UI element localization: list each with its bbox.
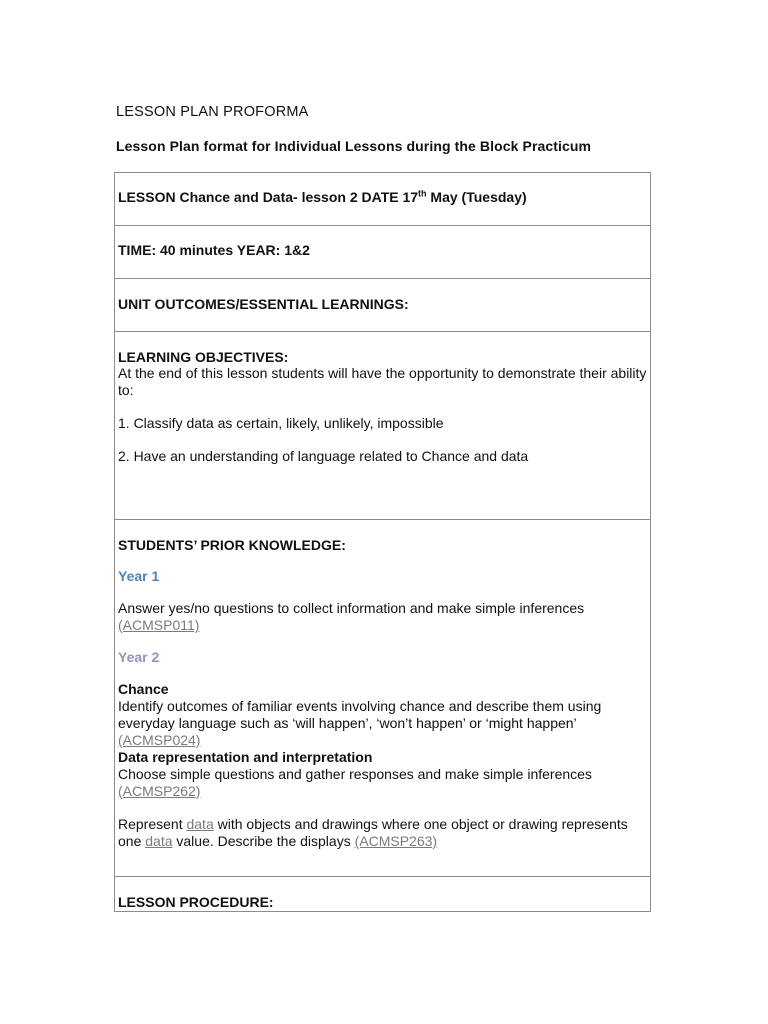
objective-item-2: 2. Have an understanding of language related to Chance and data xyxy=(118,448,529,464)
objectives-intro: At the end of this lesson students will have the opportunity to demonstrate their ability to: xyxy=(118,365,647,398)
data-link-1[interactable]: data xyxy=(186,816,214,832)
year1-text: Answer yes/no questions to collect information and make simple inferences xyxy=(118,600,585,616)
chance-text: Identify outcomes of familiar events involving chance and describe them using everyday language such as ‘will happen’, ‘won’t happen’ or ‘might happen’ xyxy=(118,698,602,731)
lesson-row xyxy=(115,173,651,226)
represent-description xyxy=(118,816,650,850)
data-text: Choose simple questions and gather responses and make simple inferences xyxy=(118,766,592,782)
lesson-plan-table xyxy=(114,172,651,912)
outcomes-cell xyxy=(115,279,651,332)
prior-knowledge-row xyxy=(115,520,651,877)
objectives-cell xyxy=(115,332,651,520)
lesson-cell xyxy=(115,173,651,226)
unit-outcomes-label: UNIT OUTCOMES/ESSENTIAL LEARNINGS: xyxy=(118,296,409,312)
prior-knowledge-title: STUDENTS’ PRIOR KNOWLEDGE: xyxy=(118,537,346,553)
page-title: LESSON PLAN PROFORMA xyxy=(116,104,309,120)
lesson-title-suffix: May (Tuesday) xyxy=(426,189,527,205)
data-representation-description xyxy=(118,766,650,800)
data-link-2[interactable]: data xyxy=(145,833,173,849)
learning-objectives-title: LEARNING OBJECTIVES: xyxy=(118,349,289,365)
year1-heading: Year 1 xyxy=(118,568,160,584)
acmsp262-link[interactable]: (ACMSP262) xyxy=(118,783,201,799)
acmsp263-link[interactable]: (ACMSP263) xyxy=(354,833,438,849)
chance-heading: Chance xyxy=(118,681,169,697)
lesson-title-prefix: LESSON Chance and Data- lesson 2 DATE 17 xyxy=(118,189,419,205)
data-representation-heading: Data representation and interpretation xyxy=(118,749,373,765)
procedure-row xyxy=(115,877,651,912)
lesson-title xyxy=(118,189,650,205)
year1-description xyxy=(118,600,650,634)
represent-text-2: with objects and drawings where one object or drawing represents one xyxy=(118,816,628,849)
lesson-procedure-title: LESSON PROCEDURE: xyxy=(118,894,274,910)
objectives-row xyxy=(115,332,651,520)
acmsp024-link[interactable]: (ACMSP024) xyxy=(118,732,201,748)
represent-text-1: Represent xyxy=(118,816,187,832)
procedure-cell xyxy=(115,877,651,912)
year2-heading: Year 2 xyxy=(118,649,160,665)
time-cell xyxy=(115,226,651,279)
page-subtitle: Lesson Plan format for Individual Lessons during the Block Practicum xyxy=(116,138,592,154)
prior-knowledge-cell xyxy=(115,520,651,877)
time-year-label: TIME: 40 minutes YEAR: 1&2 xyxy=(118,242,310,258)
date-ordinal: th xyxy=(418,188,427,199)
time-row xyxy=(115,226,651,279)
chance-description xyxy=(118,698,650,749)
outcomes-row xyxy=(115,279,651,332)
represent-text-3: value. Describe the displays xyxy=(172,833,355,849)
objective-item-1: 1. Classify data as certain, likely, unlikely, impossible xyxy=(118,415,444,431)
acmsp011-link[interactable]: (ACMSP011) xyxy=(118,617,200,633)
